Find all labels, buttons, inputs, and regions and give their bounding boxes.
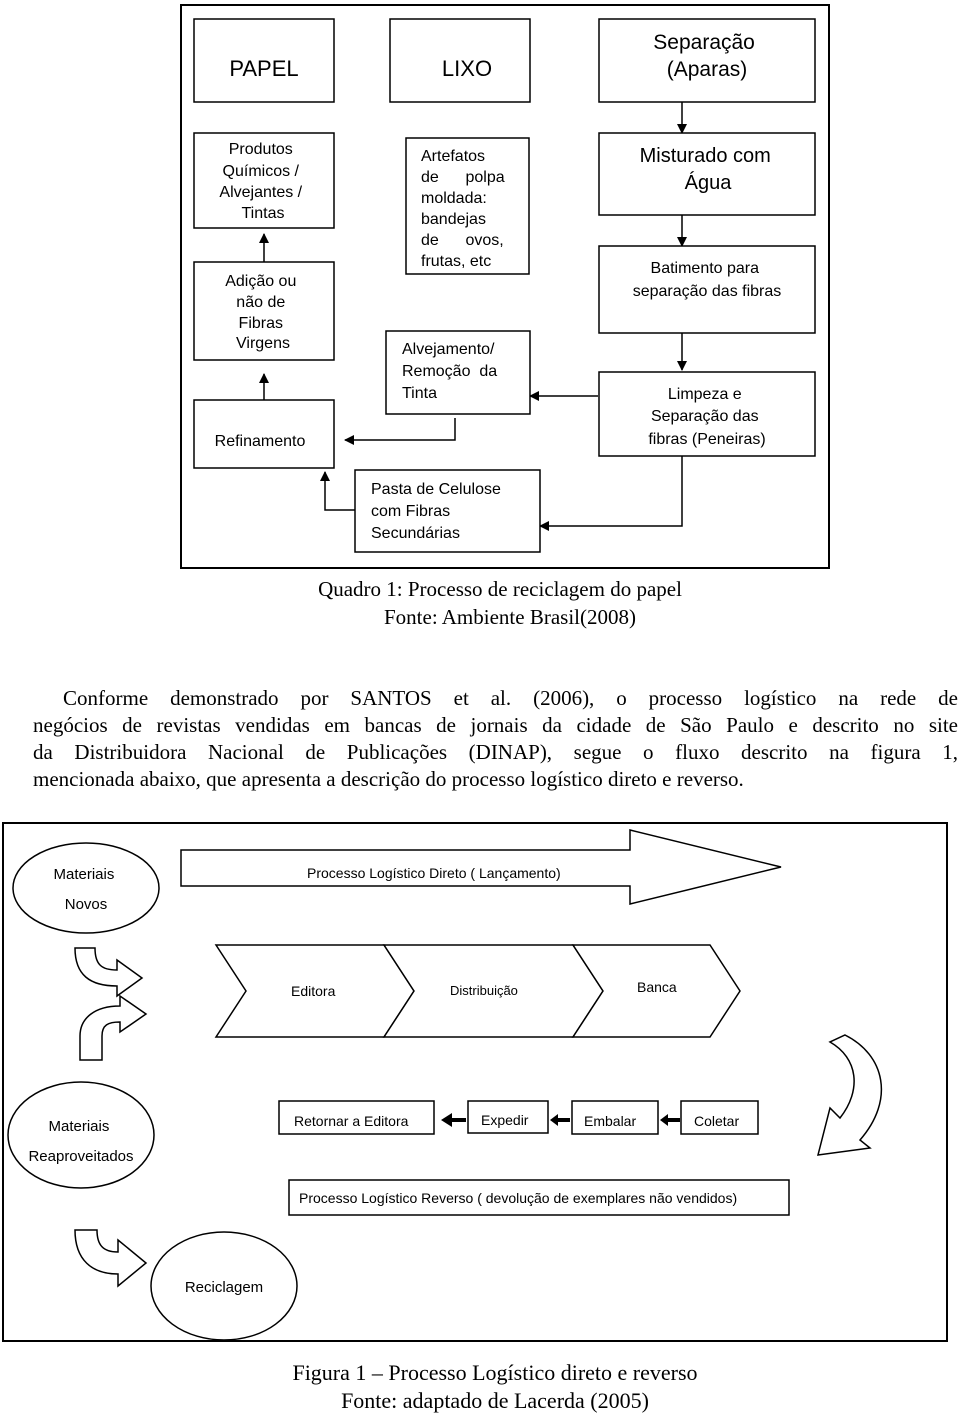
distribuicao-label: Distribuição — [450, 983, 518, 998]
text-pasta: Pasta de Celulose com Fibras Secundárias — [371, 481, 501, 542]
paragraph-line: da Distribuidora Nacional de Publicações (DINAP), segue o fluxo descrito na figura 1, — [33, 740, 958, 764]
text-produtos: Produtos Químicos / Alvejantes / Tintas — [219, 141, 303, 222]
reciclagem-label: Reciclagem — [184, 1279, 264, 1296]
paragraph-line: mencionada abaixo, que apresenta a descrição do processo logístico direto e reverso. — [33, 767, 744, 791]
figura-source: Fonte: adaptado de Lacerda (2005) — [341, 1388, 649, 1413]
materiais-reaproveitados-label: Materiais Reaproveitados — [28, 1118, 134, 1165]
materiais-novos-ellipse — [13, 843, 159, 933]
body-paragraph — [33, 685, 958, 793]
reverse-process-label: Processo Logístico Reverso ( devolução de exemplares não vendidos) — [299, 1190, 738, 1206]
quadro-caption: Quadro 1: Processo de reciclagem do papel — [318, 577, 682, 601]
text-separacao: Separação (Aparas) — [653, 31, 755, 81]
materiais-reaproveitados-ellipse — [8, 1082, 154, 1188]
text-adicao: Adição ou não de Fibras Virgens — [225, 273, 297, 352]
materiais-novos-label: Materiais Novos — [53, 866, 115, 913]
paragraph-line: Conforme demonstrado por SANTOS et al. (2006), o processo logístico na rede de — [63, 686, 958, 710]
text-refinamento: Refinamento — [214, 433, 306, 450]
text-misturado: Misturado com Água — [639, 145, 771, 194]
text-limpeza: Limpeza e Separação das fibras (Peneiras) — [648, 386, 766, 448]
text-alvejamento: Alvejamento/ Remoção da Tinta — [402, 341, 498, 402]
text-papel: PAPEL — [229, 56, 299, 81]
text-artefatos: Artefatos de polpa moldada: bandejas de ovos, frutas, etc — [421, 148, 505, 270]
expedir-label: Expedir — [481, 1112, 529, 1128]
quadro-source: Fonte: Ambiente Brasil(2008) — [384, 605, 636, 629]
text-batimento: Batimento para separação das fibras — [632, 260, 782, 300]
retornar-label: Retornar a Editora — [294, 1113, 409, 1129]
logistics-diagram — [0, 820, 960, 1360]
coletar-label: Coletar — [694, 1113, 740, 1129]
embalar-label: Embalar — [584, 1113, 637, 1129]
paragraph-line: negócios de revistas vendidas em bancas de jornais da cidade de São Paulo e descrito no site — [33, 713, 958, 737]
editora-label: Editora — [291, 983, 336, 999]
text-lixo: LIXO — [441, 56, 493, 81]
direct-process-label: Processo Logístico Direto ( Lançamento) — [307, 865, 561, 881]
figura-caption: Figura 1 – Processo Logístico direto e reverso — [292, 1360, 698, 1385]
paper-recycling-diagram — [0, 0, 960, 580]
banca-label: Banca — [637, 979, 677, 995]
